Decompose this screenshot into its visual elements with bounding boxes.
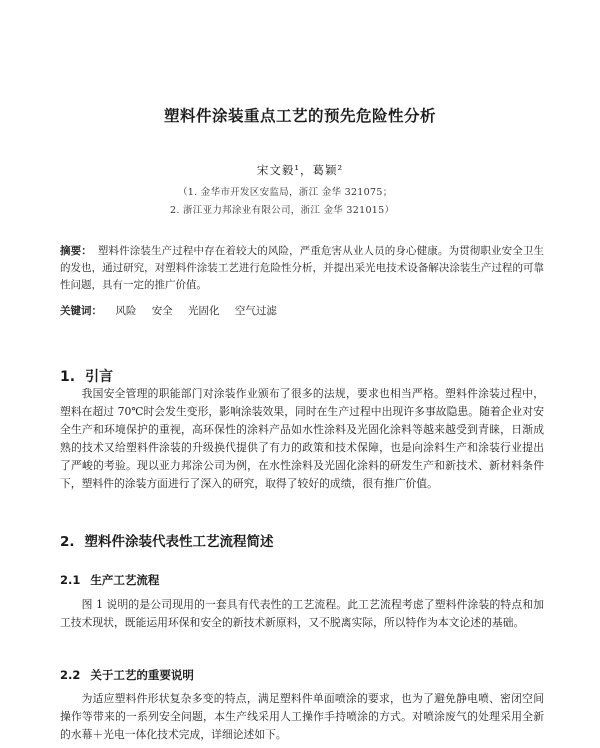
section-title: 引言	[85, 369, 114, 385]
paragraph: 为适应塑料件形状复杂多变的特点，满足塑料件单面喷涂的要求，也为了避免静电喷、密闭空间操作等带来的一系列安全问题，本生产线采用人工操作手持喷涂的方式。对喷涂废气的处理采用全新的水幕＋光电一体化技术完成，详细论述如下。	[60, 692, 544, 741]
section-heading-2	[60, 530, 274, 550]
affiliation-1: （1. 金华市开发区安监局，浙江 金华 321075；	[178, 187, 393, 198]
keywords-label: 关键词：	[60, 305, 102, 317]
keyword: 空气过滤	[234, 305, 277, 317]
section-title: 塑料件涂装代表性工艺流程简述	[84, 534, 274, 550]
section-number: 1.	[60, 369, 76, 385]
keyword: 安全	[151, 305, 173, 317]
subsection-number: 2.1	[60, 573, 81, 587]
section-heading-1	[60, 366, 113, 386]
paragraph: 图 1 说明的是公司现用的一套具有代表性的工艺流程。此工艺流程考虑了塑料件涂装的特点和加工技术现状，既能运用环保和安全的新技术新原料，又不脱离实际，所以特作为本文论述的基础。	[60, 598, 544, 629]
affiliation-2: 2. 浙江亚力邦涂业有限公司，浙江 金华 321015）	[170, 205, 395, 216]
subsection-title: 生产工艺流程	[90, 573, 160, 587]
keyword: 光固化	[188, 305, 220, 317]
abstract-text: 塑料件涂装生产过程中存在着较大的风险，严重危害从业人员的身心健康。为贯彻职业安全卫生的发也，通过研究，对塑料件涂装工艺进行危险性分析，并提出采光电技术设备解决涂装生产过程的可靠性问题，具有一定的推广价值。	[60, 245, 544, 291]
paper-title: 塑料件涂装重点工艺的预先危险性分析	[163, 107, 436, 125]
abstract-label: 摘要：	[60, 245, 92, 257]
subsection-heading-2-1	[60, 572, 159, 588]
paragraph: 我国安全管理的职能部门对涂装作业颁布了很多的法规，要求也相当严格。塑料件涂装过程中，塑料在超过 70℃时会发生变形，影响涂装效果，同时在生产过程中出现许多事故隐患。随着企业对安全生产和环境保护的重视，高环保性的涂料产品如水性涂料及光固化涂料等越来越受到青睐，日渐成熟的技术又给塑料件涂装的升级换代提供了有力的政策和技术保障，也是向涂料生产和涂装行业提出了严峻的考验。现以亚力邦涂公司为例，在水性涂料及光固化涂料的研发生产和新技术、新材料条件下，塑料件的涂装方面进行了深入的研究，取得了较好的成绩，很有推广价值。	[60, 387, 544, 490]
keyword: 风险	[115, 305, 137, 317]
abstract	[60, 243, 544, 294]
keywords	[60, 303, 544, 318]
subsection-number: 2.2	[60, 668, 81, 682]
subsection-title: 关于工艺的重要说明	[90, 668, 194, 682]
author-list: 宋文毅¹，葛颖²	[256, 163, 344, 177]
subsection-heading-2-2	[60, 667, 194, 683]
section-number: 2.	[60, 534, 75, 550]
